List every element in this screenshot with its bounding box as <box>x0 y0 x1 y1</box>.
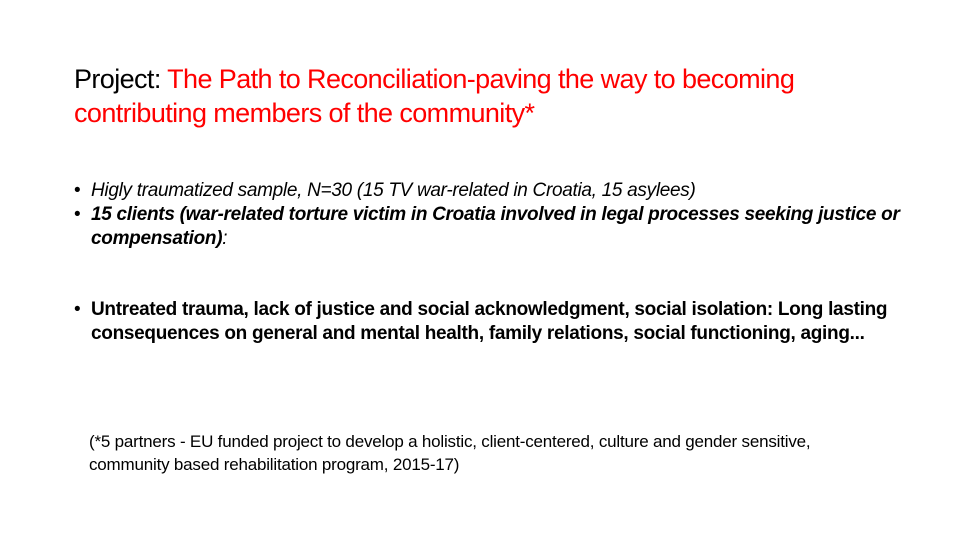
bullet-spacer <box>74 251 904 298</box>
bullet-item-sample <box>74 179 904 203</box>
slide-title <box>74 62 894 130</box>
bullet-marker: • <box>74 204 81 225</box>
bullet-item-clients <box>74 203 904 251</box>
bullet-text-tail: : <box>222 228 228 249</box>
bullet-text: 15 clients (war-related torture victim in Croatia involved in legal processes seeking justice or compensation) <box>91 204 900 249</box>
title-prefix: Project: <box>74 64 168 94</box>
bullet-marker: • <box>74 299 81 320</box>
footnote: (*5 partners - EU funded project to develop a holistic, client-centered, culture and gender sensitive, community based rehabilitation program, 2015-17) <box>89 432 811 474</box>
bullet-list <box>74 179 904 346</box>
bullet-text: Higly traumatized sample, N=30 (15 TV war-related in Croatia, 15 asylees) <box>91 180 696 201</box>
title-accent: The Path to Reconciliation-paving the way to becoming contributing members of the community* <box>74 64 795 128</box>
bullet-marker: • <box>74 180 81 201</box>
bullet-item-consequences <box>74 298 904 346</box>
bullet-text: Untreated trauma, lack of justice and social acknowledgment, social isolation: Long lasting consequences on general and mental health, family relations, social functioning, aging... <box>91 299 888 344</box>
